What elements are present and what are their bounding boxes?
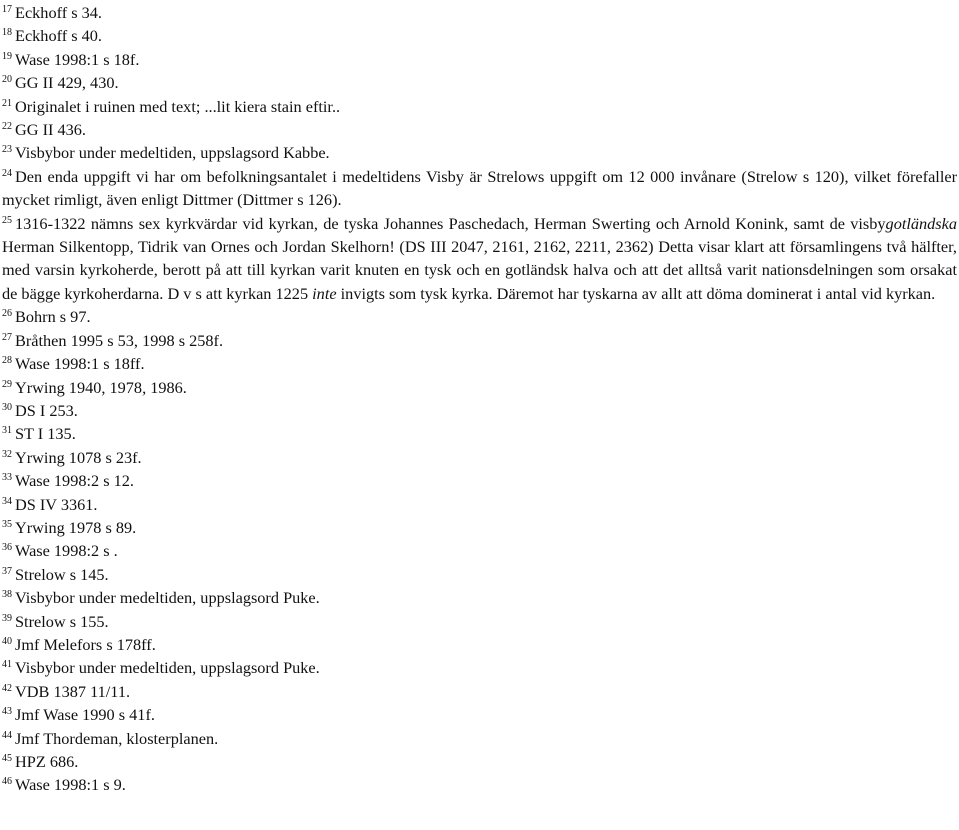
footnote-text: GG II 436. [15,120,86,140]
footnote-text: Visbybor under medeltiden, uppslagsord Puke. [15,658,320,678]
footnote-text: Wase 1998:1 s 9. [15,775,126,795]
footnote-text: DS IV 3361. [15,494,98,514]
footnote-text: Wase 1998:1 s 18ff. [15,354,145,374]
footnote-20 [2,71,957,94]
footnote-number: 40 [2,635,12,647]
footnote-text: GG II 429, 430. [15,73,119,93]
footnote-number: 30 [2,401,12,413]
footnote-42 [2,680,957,703]
footnote-text: Jmf Melefors s 178ff. [15,634,156,654]
footnote-text: Strelow s 145. [15,564,109,584]
footnote-29 [2,376,957,399]
footnote-22 [2,118,957,141]
footnote-46 [2,773,957,796]
footnote-text: Yrwing 1940, 1978, 1986. [15,377,187,397]
footnote-number: 41 [2,659,12,671]
footnote-text: HPZ 686. [15,752,79,771]
footnote-36 [2,539,957,562]
footnote-number: 29 [2,378,12,390]
footnote-text-part: 1316-1322 nämns sex kyrkvärdar vid kyrkan, de tyska Johannes Paschedach, Herman Swerting och Arnold Konink, samt de visby [15,213,886,233]
footnote-text: Originalet i ruinen med text; ...lit kiera stain eftir.. [15,96,341,116]
footnote-number: 25 [2,214,12,226]
footnote-number: 19 [2,50,12,62]
footnote-number: 39 [2,612,12,624]
footnote-text: Bohrn s 97. [15,307,91,327]
footnote-26 [2,305,957,328]
footnote-text: Visbybor under medeltiden, uppslagsord Puke. [15,588,320,608]
footnote-text: ST I 135. [15,424,76,444]
footnote-number: 34 [2,495,12,507]
footnote-18 [2,24,957,47]
footnote-19 [2,48,957,71]
footnote-43 [2,703,957,726]
footnote-number: 27 [2,331,12,343]
footnote-text-italic: gotländska [885,213,957,233]
footnote-number: 28 [2,355,12,367]
footnote-31 [2,422,957,445]
footnote-number: 24 [2,167,12,179]
footnote-41 [2,656,957,679]
footnote-text: Eckhoff s 34. [15,3,102,22]
footnote-text: Eckhoff s 40. [15,26,102,46]
footnote-30 [2,399,957,422]
footnote-45 [2,750,957,773]
footnote-38 [2,586,957,609]
footnote-text: VDB 1387 11/11. [15,681,131,701]
footnote-34 [2,493,957,516]
footnote-37 [2,563,957,586]
footnote-40 [2,633,957,656]
footnote-28 [2,352,957,375]
footnote-text: Den enda uppgift vi har om befolkningsantalet i medeltidens Visby är Strelows uppgift om 12 000 invånare (Strelow s 120), vilket förefaller mycket rimligt, även enligt Dittmer (Dittmer s 126). [2,166,957,210]
footnote-number: 42 [2,682,12,694]
footnote-number: 18 [2,27,12,39]
footnote-number: 43 [2,706,12,718]
footnote-number: 32 [2,448,12,460]
footnote-27 [2,329,957,352]
footnote-32 [2,446,957,469]
footnote-23 [2,141,957,164]
footnote-text: Strelow s 155. [15,611,109,631]
footnote-text-part: invigts som tysk kyrka. Däremot har tyskarna av allt att döma dominerat i antal vid kyrkan. [336,283,936,303]
footnote-21 [2,95,957,118]
footnote-39 [2,610,957,633]
footnote-number: 31 [2,425,12,437]
footnote-text: DS I 253. [15,400,78,420]
footnote-25 [2,212,957,306]
footnote-text-part: Herman Silkentopp, Tidrik van Ornes och Jordan Skelhorn! (DS III 2047, 2161, 2162, 2211, 2362) Detta visar klart att församlingens två hälfter, med varsin kyrkoherde, berott på att till kyrkan varit knuten en tysk och en gotländsk halva och att det alltså varit nationsdelningen som orsakat de bägge kyrkoherdarna. D v s att kyrkan 1225 [2,237,957,303]
footnote-17 [2,1,957,24]
footnote-number: 33 [2,472,12,484]
footnote-text: Wase 1998:1 s 18f. [15,49,140,69]
footnote-35 [2,516,957,539]
footnote-number: 17 [2,4,12,15]
footnote-text: Jmf Wase 1990 s 41f. [15,705,155,725]
footnote-text: Wase 1998:2 s . [15,541,118,561]
footnote-number: 26 [2,308,12,320]
footnote-24 [2,165,957,212]
footnote-text: Yrwing 1978 s 89. [15,517,137,537]
footnote-number: 21 [2,97,12,109]
footnote-text: Visbybor under medeltiden, uppslagsord Kabbe. [15,143,330,163]
footnote-number: 22 [2,121,12,133]
footnote-text: Wase 1998:2 s 12. [15,471,134,491]
footnote-number: 45 [2,753,12,764]
footnote-text: Jmf Thordeman, klosterplanen. [15,728,219,748]
footnote-33 [2,469,957,492]
footnote-number: 46 [2,776,12,788]
footnote-number: 20 [2,74,12,86]
footnote-number: 23 [2,144,12,156]
footnote-number: 38 [2,589,12,601]
footnote-number: 36 [2,542,12,554]
footnote-text-italic: inte [312,283,337,303]
footnote-44 [2,727,957,750]
footnote-number: 44 [2,729,12,741]
footnote-text: Bråthen 1995 s 53, 1998 s 258f. [15,330,224,350]
footnote-text: Yrwing 1078 s 23f. [15,447,142,467]
footnote-number: 37 [2,565,12,577]
footnote-number: 35 [2,518,12,530]
